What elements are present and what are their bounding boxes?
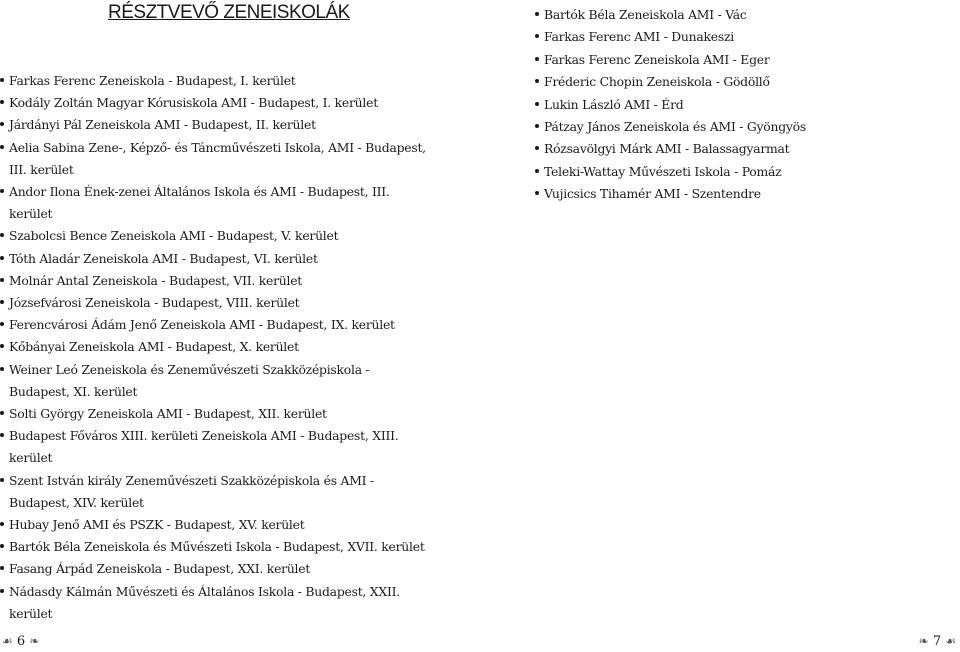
list-item: Kőbányai Zeneiskola AMI - Budapest, X. kerület [0,336,430,358]
fleuron-left-icon: ☙ [2,634,13,648]
fleuron-right-icon: ❧ [29,634,40,648]
list-item: Járdányi Pál Zeneiskola AMI - Budapest, II. kerület [0,114,430,136]
list-item: Szabolcsi Bence Zeneiskola AMI - Budapest, V. kerület [0,225,430,247]
list-item: Farkas Ferenc AMI - Dunakeszi [535,26,865,48]
list-item: Ferencvárosi Ádám Jenő Zeneiskola AMI - Budapest, IX. kerület [0,314,430,336]
list-item: Józsefvárosi Zeneiskola - Budapest, VIII. kerület [0,292,430,314]
page-number-right [919,634,956,649]
list-item: Fasang Árpád Zeneiskola - Budapest, XXI. kerület [0,558,430,580]
page-number-left [2,634,39,649]
fleuron-right-icon: ❧ [918,634,929,648]
list-item: Bartók Béla Zeneiskola és Művészeti Iskola - Budapest, XVII. kerület [0,536,430,558]
list-item: Molnár Antal Zeneiskola - Budapest, VII. kerület [0,270,430,292]
list-item: Bartók Béla Zeneiskola AMI - Vác [535,4,865,26]
budapest-schools-list [0,70,430,625]
list-item: Solti György Zeneiskola AMI - Budapest, XII. kerület [0,403,430,425]
regional-schools-list [535,4,865,206]
list-item: Pátzay János Zeneiskola és AMI - Gyöngyös [535,116,865,138]
page-title: RÉSZTVEVŐ ZENEISKOLÁK [108,2,350,23]
list-item: Rózsavölgyi Márk AMI - Balassagyarmat [535,138,865,160]
list-item: Fréderic Chopin Zeneiskola - Gödöllő [535,71,865,93]
list-item: Nádasdy Kálmán Művészeti és Általános Iskola - Budapest, XXII. kerület [0,581,430,625]
page-number-7: 7 [932,634,942,649]
list-item: Farkas Ferenc Zeneiskola - Budapest, I. kerület [0,70,430,92]
list-item: Tóth Aladár Zeneiskola AMI - Budapest, VI. kerület [0,248,430,270]
fleuron-left-icon: ☙ [945,634,956,648]
list-item: Andor Ilona Ének-zenei Általános Iskola és AMI - Budapest, III. kerület [0,181,430,225]
list-item: Szent István király Zeneművészeti Szakközépiskola és AMI - Budapest, XIV. kerület [0,470,430,514]
list-item: Aelia Sabina Zene-, Képző- és Táncművészeti Iskola, AMI - Budapest, III. kerület [0,137,430,181]
list-item: Vujicsics Tihamér AMI - Szentendre [535,183,865,205]
page-number-6: 6 [16,634,26,649]
list-item: Hubay Jenő AMI és PSZK - Budapest, XV. kerület [0,514,430,536]
list-item: Weiner Leó Zeneiskola és Zeneművészeti Szakközépiskola - Budapest, XI. kerület [0,359,430,403]
list-item: Lukin László AMI - Érd [535,94,865,116]
list-item: Budapest Főváros XIII. kerületi Zeneiskola AMI - Budapest, XIII. kerület [0,425,430,469]
list-item: Teleki-Wattay Művészeti Iskola - Pomáz [535,161,865,183]
list-item: Kodály Zoltán Magyar Kórusiskola AMI - Budapest, I. kerület [0,92,430,114]
list-item: Farkas Ferenc Zeneiskola AMI - Eger [535,49,865,71]
